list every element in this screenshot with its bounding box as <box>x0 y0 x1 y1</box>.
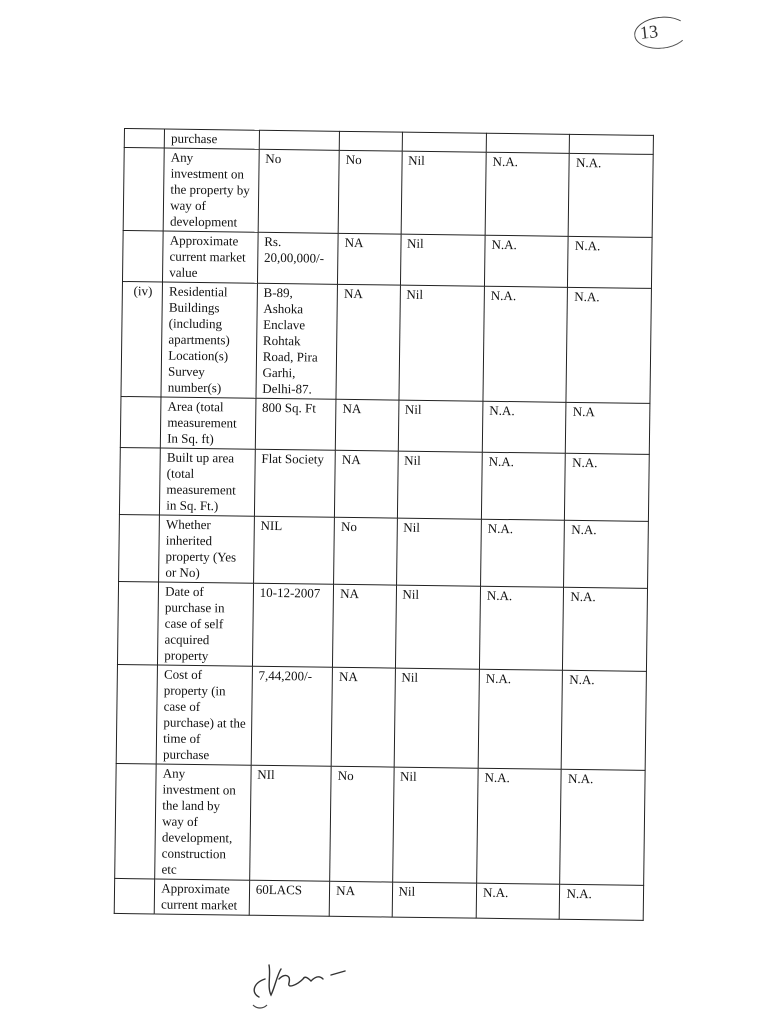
table-row <box>122 230 652 288</box>
assets-table <box>114 128 654 921</box>
value-cell-3: Nil <box>392 882 477 918</box>
value-cell-3 <box>402 132 487 152</box>
value-cell-5: N.A. <box>565 453 649 521</box>
assets-table-sheet <box>114 128 664 921</box>
value-cell-3: Nil <box>400 234 485 286</box>
serial-cell <box>119 447 160 515</box>
value-cell-1: 800 Sq. Ft <box>255 398 336 450</box>
value-cell-3: Nil <box>392 767 478 883</box>
table-row <box>120 396 650 454</box>
serial-cell <box>114 878 155 914</box>
page-number-circle <box>633 14 690 51</box>
serial-cell <box>123 148 164 232</box>
serial-cell <box>120 396 161 448</box>
serial-cell <box>122 230 163 282</box>
particular-cell: Approximate current market <box>154 879 249 915</box>
serial-cell <box>117 581 158 665</box>
value-cell-4: N.A. <box>481 519 565 587</box>
value-cell-3: Nil <box>399 285 485 401</box>
value-cell-5: N.A. <box>563 587 648 671</box>
value-cell-2: NA <box>335 450 398 518</box>
value-cell-5: N.A. <box>560 884 644 920</box>
value-cell-3: Nil <box>396 518 481 586</box>
value-cell-2: No <box>330 766 394 882</box>
value-cell-1: 7,44,200/- <box>251 666 333 766</box>
table-row <box>123 148 653 238</box>
serial-cell <box>116 664 158 764</box>
value-cell-5: N.A. <box>564 520 648 588</box>
value-cell-1: B-89, Ashoka Enclave Rohtak Road, Pira Garhi, Delhi-87. <box>256 283 338 399</box>
table-row <box>116 664 646 770</box>
table-row <box>119 447 649 521</box>
value-cell-3: Nil <box>398 400 483 452</box>
particular-cell: Whether inherited property (Yes or No) <box>159 515 254 583</box>
table-row <box>114 878 643 920</box>
value-cell-3: Nil <box>395 585 481 669</box>
serial-cell: (iv) <box>121 281 163 397</box>
value-cell-5: N.A. <box>560 769 645 885</box>
value-cell-1: 60LACS <box>249 880 330 916</box>
table-row <box>117 581 647 671</box>
particular-cell: Residential Buildings (including apartments) Location(s) Survey number(s) <box>161 282 257 398</box>
value-cell-5: N.A <box>566 402 650 454</box>
value-cell-4: N.A. <box>478 669 563 769</box>
particular-cell: Any investment on the land by way of development, construction etc <box>155 764 251 880</box>
value-cell-5: N.A. <box>566 287 651 403</box>
value-cell-4: N.A. <box>477 768 562 884</box>
handwritten-signature <box>245 935 365 1015</box>
value-cell-2: NA <box>333 584 396 668</box>
value-cell-1: Rs. 20,00,000/- <box>257 232 338 284</box>
value-cell-2: NA <box>336 399 399 451</box>
value-cell-2: NA <box>329 881 392 917</box>
value-cell-4: N.A. <box>482 401 566 453</box>
value-cell-1: NIL <box>253 516 334 584</box>
value-cell-4 <box>486 133 570 153</box>
value-cell-5 <box>570 134 654 154</box>
page-number-text: 13 <box>638 21 659 43</box>
particular-cell: Approximate current market value <box>163 231 258 283</box>
value-cell-5: N.A. <box>568 236 652 288</box>
value-cell-3: Nil <box>401 151 487 235</box>
page-number <box>639 21 659 44</box>
serial-cell <box>115 763 157 879</box>
value-cell-4: N.A. <box>479 586 564 670</box>
table-row <box>121 281 651 403</box>
serial-cell <box>124 129 164 149</box>
table-row <box>115 763 645 885</box>
value-cell-1: 10-12-2007 <box>252 583 334 667</box>
value-cell-2 <box>339 131 402 151</box>
table-row <box>119 514 649 588</box>
value-cell-2: NA <box>336 284 400 400</box>
particular-cell: Date of purchase in case of self acquired property <box>158 582 254 666</box>
value-cell-3: Nil <box>397 451 482 519</box>
value-cell-4: N.A. <box>483 286 568 402</box>
particular-cell: Area (total measurement In Sq. ft) <box>161 397 256 449</box>
particular-cell: Built up area (total measurement in Sq. Ft.) <box>160 448 255 516</box>
assets-table-body <box>114 129 653 921</box>
value-cell-5: N.A. <box>562 670 647 770</box>
value-cell-2: NA <box>338 233 401 285</box>
value-cell-2: No <box>338 150 401 234</box>
value-cell-5: N.A. <box>569 153 654 237</box>
value-cell-2: No <box>334 517 397 585</box>
particular-cell: purchase <box>164 129 259 149</box>
value-cell-1 <box>259 130 340 150</box>
value-cell-4: N.A. <box>481 452 565 520</box>
value-cell-3: Nil <box>394 668 480 768</box>
particular-cell: Any investment on the property by way of development <box>163 148 259 232</box>
value-cell-2: NA <box>331 667 395 767</box>
particular-cell: Cost of property (in case of purchase) at the time of purchase <box>156 665 252 765</box>
value-cell-1: Flat Society <box>254 449 335 517</box>
value-cell-4: N.A. <box>484 235 568 287</box>
value-cell-1: No <box>258 149 340 233</box>
value-cell-4: N.A. <box>485 152 570 236</box>
value-cell-1: NIl <box>249 765 331 881</box>
value-cell-4: N.A. <box>476 883 560 919</box>
serial-cell <box>119 514 160 582</box>
